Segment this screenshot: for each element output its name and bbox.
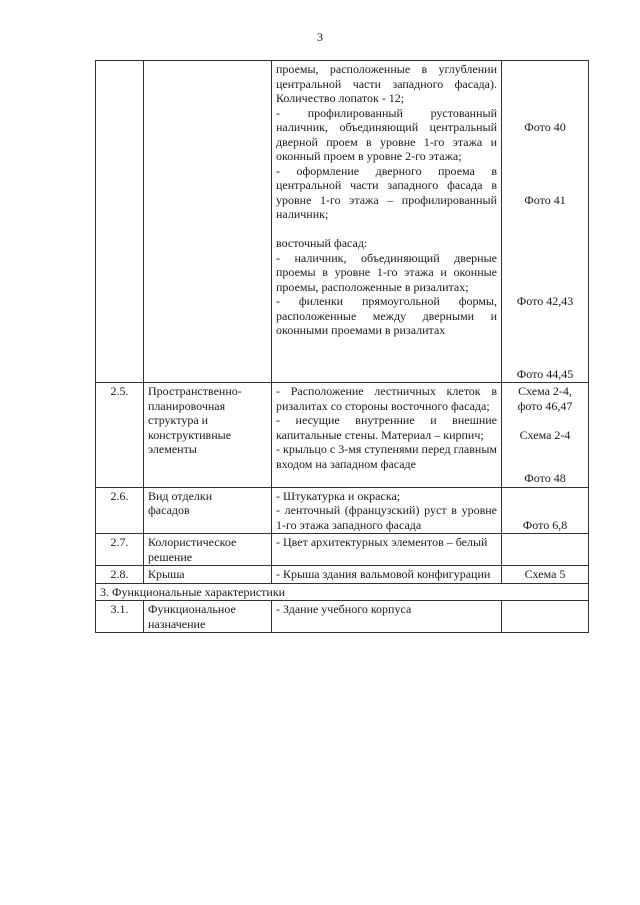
reference-line: Схема 2-4 bbox=[519, 427, 571, 442]
name-line: конструктивные bbox=[148, 427, 232, 442]
reference-line: фото 46,47 bbox=[517, 398, 573, 413]
reference-line bbox=[506, 207, 584, 222]
name-line: элементы bbox=[148, 442, 197, 456]
description-paragraph: - крыльцо с 3-мя ступенями перед главным входом на западном фасаде bbox=[276, 442, 497, 471]
reference-line bbox=[506, 323, 584, 338]
reference-line: Фото 44,45 bbox=[516, 366, 574, 381]
name-line: Крыша bbox=[148, 567, 185, 581]
reference-line: Фото 40 bbox=[524, 120, 566, 134]
section-header: 3. Функциональные характеристики bbox=[96, 583, 589, 601]
reference-line: Фото 6,8 bbox=[522, 517, 568, 532]
description-paragraph: - наличник, объединяющий дверные проемы в уровне 1-го этажа и оконные проемы, расположенные в ризалитах; bbox=[276, 250, 497, 294]
photo-reference bbox=[502, 566, 589, 584]
reference-line: Схема 2-4, bbox=[518, 384, 572, 398]
table-row bbox=[96, 61, 589, 383]
description-paragraph: - профилированный рустованный наличник, объединяющий центральный дверной проем в уровне 1-го этажа и оконный проем в уровне 2-го этажа; bbox=[276, 105, 497, 163]
reference-line: Схема 5 bbox=[524, 567, 566, 581]
photo-reference bbox=[502, 61, 589, 383]
reference-line bbox=[506, 178, 584, 193]
row-number bbox=[96, 61, 144, 383]
reference-line bbox=[506, 106, 584, 121]
reference-line bbox=[506, 222, 584, 237]
description-paragraph: - филенки прямоугольной формы, расположенные между дверными и оконными проемами в ризалитах bbox=[276, 294, 497, 337]
description-paragraph: проемы, расположенные в углублении центральной части западного фасада). Количество лопаток - 12; bbox=[276, 62, 497, 105]
name-line: назначение bbox=[148, 616, 206, 631]
name-line: Пространственно- bbox=[148, 384, 242, 398]
reference-line bbox=[506, 489, 584, 504]
reference-line bbox=[506, 77, 584, 92]
reference-line bbox=[506, 280, 584, 295]
photo-reference bbox=[502, 383, 589, 488]
reference-line: Фото 48 bbox=[524, 471, 566, 485]
characteristic-name bbox=[144, 566, 272, 584]
reference-line bbox=[506, 309, 584, 324]
name-line: Функциональное bbox=[148, 602, 236, 616]
characteristic-name bbox=[144, 534, 272, 566]
characteristics-table bbox=[95, 60, 589, 633]
reference-line bbox=[506, 338, 584, 353]
name-line: Колористическое bbox=[148, 535, 237, 549]
table-row bbox=[96, 601, 589, 633]
description-paragraph: - Цвет архитектурных элементов – белый bbox=[276, 535, 488, 549]
description-paragraph: - несущие внутренние и внешние капитальные стены. Материал – кирпич; bbox=[276, 413, 497, 442]
row-number: 2.7. bbox=[96, 534, 144, 566]
characteristic-name bbox=[144, 601, 272, 633]
reference-line bbox=[506, 413, 584, 428]
description-paragraph: - оформление дверного проема в центральной части западного фасада в уровне 1-го этажа – профилированный наличник; bbox=[276, 163, 497, 221]
characteristic-description bbox=[272, 601, 502, 633]
photo-reference bbox=[502, 534, 589, 566]
name-line: структура и bbox=[148, 413, 209, 427]
description-paragraph: - Расположение лестничных клеток в ризалитах со стороны восточного фасада; bbox=[276, 384, 497, 413]
reference-line bbox=[506, 149, 584, 164]
reference-line bbox=[506, 442, 584, 457]
reference-line: Фото 42,43 bbox=[516, 294, 574, 308]
reference-line bbox=[506, 265, 584, 280]
reference-line bbox=[506, 251, 584, 266]
name-line: решение bbox=[148, 549, 193, 564]
photo-reference bbox=[502, 487, 589, 534]
characteristic-description bbox=[272, 487, 502, 534]
row-number: 3.1. bbox=[96, 601, 144, 633]
row-number: 2.8. bbox=[96, 566, 144, 584]
reference-line bbox=[506, 164, 584, 179]
page-number: 3 bbox=[317, 30, 323, 44]
description-paragraph: - Здание учебного корпуса bbox=[276, 602, 412, 616]
description-paragraph: - ленточный (французский) руст в уровне 1-го этажа западного фасада bbox=[276, 503, 497, 532]
characteristic-name bbox=[144, 383, 272, 488]
reference-line bbox=[506, 91, 584, 106]
characteristic-name bbox=[144, 61, 272, 383]
reference-line bbox=[506, 457, 584, 472]
description-paragraph: восточный фасад: bbox=[276, 236, 368, 250]
characteristic-description bbox=[272, 383, 502, 488]
description-paragraph bbox=[276, 222, 497, 237]
photo-reference bbox=[502, 601, 589, 633]
reference-line bbox=[506, 352, 584, 367]
characteristic-description bbox=[272, 566, 502, 584]
reference-line bbox=[506, 236, 584, 251]
characteristic-description bbox=[272, 534, 502, 566]
name-line: фасадов bbox=[148, 503, 190, 517]
table-row bbox=[96, 534, 589, 566]
reference-line bbox=[506, 62, 584, 77]
reference-line bbox=[506, 503, 584, 518]
name-line: Вид отделки bbox=[148, 488, 213, 503]
reference-line bbox=[506, 135, 584, 150]
table-row bbox=[96, 383, 589, 488]
characteristic-name bbox=[144, 487, 272, 534]
table-row bbox=[96, 566, 589, 584]
name-line: планировочная bbox=[148, 398, 226, 413]
section-header-row bbox=[96, 583, 589, 601]
table-row bbox=[96, 487, 589, 534]
description-paragraph: - Штукатурка и окраска; bbox=[276, 488, 401, 503]
reference-line: Фото 41 bbox=[524, 192, 566, 207]
row-number: 2.6. bbox=[96, 487, 144, 534]
row-number: 2.5. bbox=[96, 383, 144, 488]
description-paragraph: - Крыша здания вальмовой конфигурации bbox=[276, 567, 491, 581]
characteristic-description bbox=[272, 61, 502, 383]
